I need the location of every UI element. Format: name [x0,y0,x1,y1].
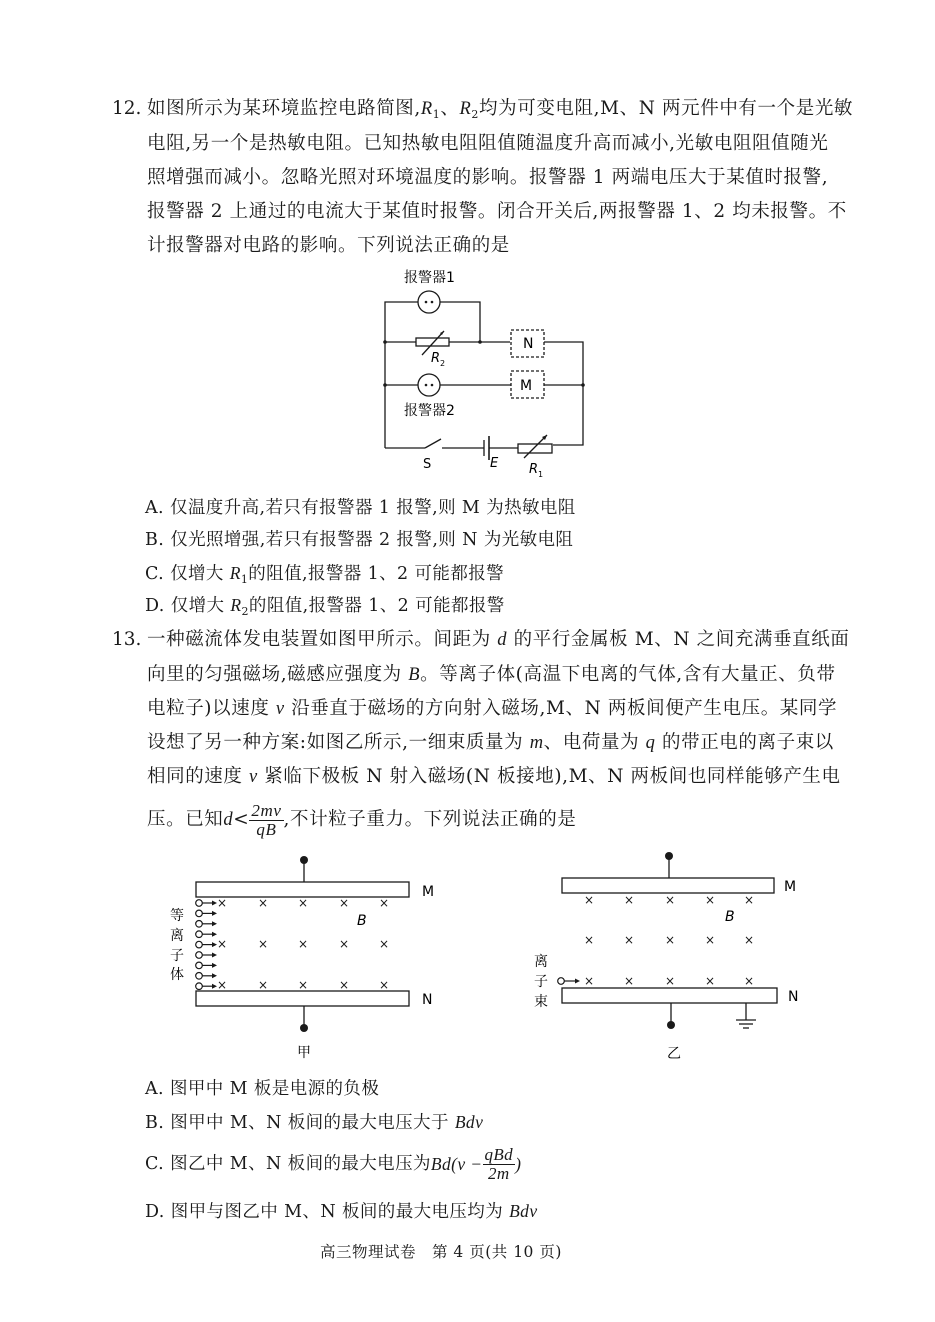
plasma-label [170,908,184,983]
svg-text:×: × [583,893,595,907]
svg-text:×: × [378,937,390,951]
option-d[interactable]: D. 仅增大 $R_2$的阻值,报警器 1、2 可能都报警 [145,595,505,618]
svg-text:×: × [623,893,635,907]
svg-text:×: × [623,974,635,988]
plate-n-label: N [422,992,433,1008]
field-b-label: B [357,913,367,929]
svg-text:×: × [583,933,595,947]
svg-text:离: 离 [170,928,184,944]
r2-label: R [431,351,441,366]
option-b[interactable]: B. 图甲中 M、N 板间的最大电压大于 Bdv [145,1112,484,1133]
alarm-1-label: 报警器1 [404,270,455,286]
question-number: 12. [112,98,142,119]
question-text-line: 设想了另一种方案:如图乙所示,一细束质量为 m、电荷量为 q 的带正电的离子束以 [147,732,834,753]
circuit-diagram [370,260,600,490]
svg-text:×: × [338,978,350,992]
svg-text:×: × [297,937,309,951]
svg-text:×: × [216,937,228,951]
magnetic-field-crosses [217,896,389,992]
svg-text:×: × [583,974,595,988]
question-text-line: 报警器 2 上通过的电流大于某值时报警。闭合开关后,两报警器 1、2 均未报警。不 [147,201,847,222]
svg-text:×: × [378,896,390,910]
switch-label: S [423,457,432,472]
svg-text:×: × [704,933,716,947]
question-text-line: 电粒子)以速度 v 沿垂直于磁场的方向射入磁场,M、N 两板间便产生电压。某同学 [147,698,838,719]
svg-text:×: × [664,933,676,947]
battery-label: E [490,456,499,471]
component-n-label: N [523,336,534,352]
option-a[interactable]: A. 图甲中 M 板是电源的负极 [145,1079,380,1099]
question-text-line: 如图所示为某环境监控电路简图$,R_1$、$R_2$均为可变电阻,M、N 两元件中有一个是光敏 [147,98,854,121]
fraction: $\frac{2mv}{qB}$ [251,800,282,839]
option-d[interactable]: D. 图甲与图乙中 M、N 板间的最大电压均为 Bdv [145,1201,538,1222]
svg-text:×: × [664,974,676,988]
question-text-line: 压。已知 d < $\frac{2mv}{qB}$ ,不计粒子重力。下列说法正确的是 [147,800,577,839]
svg-text:×: × [623,933,635,947]
svg-text:等: 等 [170,908,184,924]
component-m-label: M [520,378,533,394]
svg-text:×: × [216,896,228,910]
option-b[interactable]: B. 仅光照增强,若只有报警器 2 报警,则 N 为光敏电阻 [145,530,574,550]
svg-text:×: × [257,896,269,910]
svg-text:2: 2 [440,359,446,368]
question-text-line: 相同的速度 v 紧临下极板 N 射入磁场(N 板接地),M、N 两板间也同样能够产生电 [147,766,841,787]
svg-text:×: × [297,896,309,910]
magnetic-field-crosses [584,893,754,988]
field-b-label: B [725,909,735,925]
svg-text:×: × [257,978,269,992]
figure-caption-yi: 乙 [667,1046,681,1062]
question-text-line: 电阻,另一个是热敏电阻。已知热敏电阻阻值随温度升高而减小,光敏电阻阻值随光 [147,133,829,154]
plate-m-label: M [422,884,435,900]
svg-text:×: × [743,933,755,947]
svg-text:×: × [664,893,676,907]
svg-text:子: 子 [170,948,184,964]
option-c[interactable]: C. 仅增大 $R_1$的阻值,报警器 1、2 可能都报警 [145,563,505,586]
figure-ion-beam [520,845,815,1065]
question-text-line: 向里的匀强磁场,磁感应强度为 B。等离子体(高温下电离的气体,含有大量正、负带 [147,664,836,685]
svg-text:体: 体 [170,967,184,983]
plate-m-label: M [784,879,797,895]
page-footer: 高三物理试卷 第 4 页(共 10 页) [320,1243,562,1261]
fraction: $\frac{\text{qBd}}{2m}$ [484,1144,514,1183]
question-number: 13. [112,629,142,650]
svg-text:×: × [743,974,755,988]
plate-n-label: N [788,989,799,1005]
figure-caption-jia: 甲 [297,1045,311,1061]
svg-text:子: 子 [534,974,548,990]
question-text-line: 一种磁流体发电装置如图甲所示。间距为 d 的平行金属板 M、N 之间充满垂直纸面 [147,629,850,650]
question-text-line: 计报警器对电路的影响。下列说法正确的是 [147,235,510,256]
svg-text:×: × [704,893,716,907]
figure-plasma-generator [160,850,455,1065]
svg-text:×: × [704,974,716,988]
svg-text:束: 束 [534,994,548,1010]
svg-text:1: 1 [538,470,544,479]
svg-text:×: × [257,937,269,951]
svg-text:×: × [743,893,755,907]
svg-text:离: 离 [534,954,548,970]
option-a[interactable]: A. 仅温度升高,若只有报警器 1 报警,则 M 为热敏电阻 [145,498,576,518]
question-text-line: 照增强而减小。忽略光照对环境温度的影响。报警器 1 两端电压大于某值时报警, [147,167,829,188]
svg-text:×: × [338,896,350,910]
ion-beam-label [534,954,548,1010]
svg-text:×: × [378,978,390,992]
r1-label: R [529,462,539,477]
svg-text:×: × [338,937,350,951]
plasma-particles [196,900,212,990]
option-c[interactable]: C. 图乙中 M、N 板间的最大电压为 Bd(v − $\frac{\text{qBd}}{2m}$ ) [145,1144,522,1183]
alarm-2-label: 报警器2 [404,403,455,419]
svg-text:×: × [216,978,228,992]
svg-text:×: × [297,978,309,992]
